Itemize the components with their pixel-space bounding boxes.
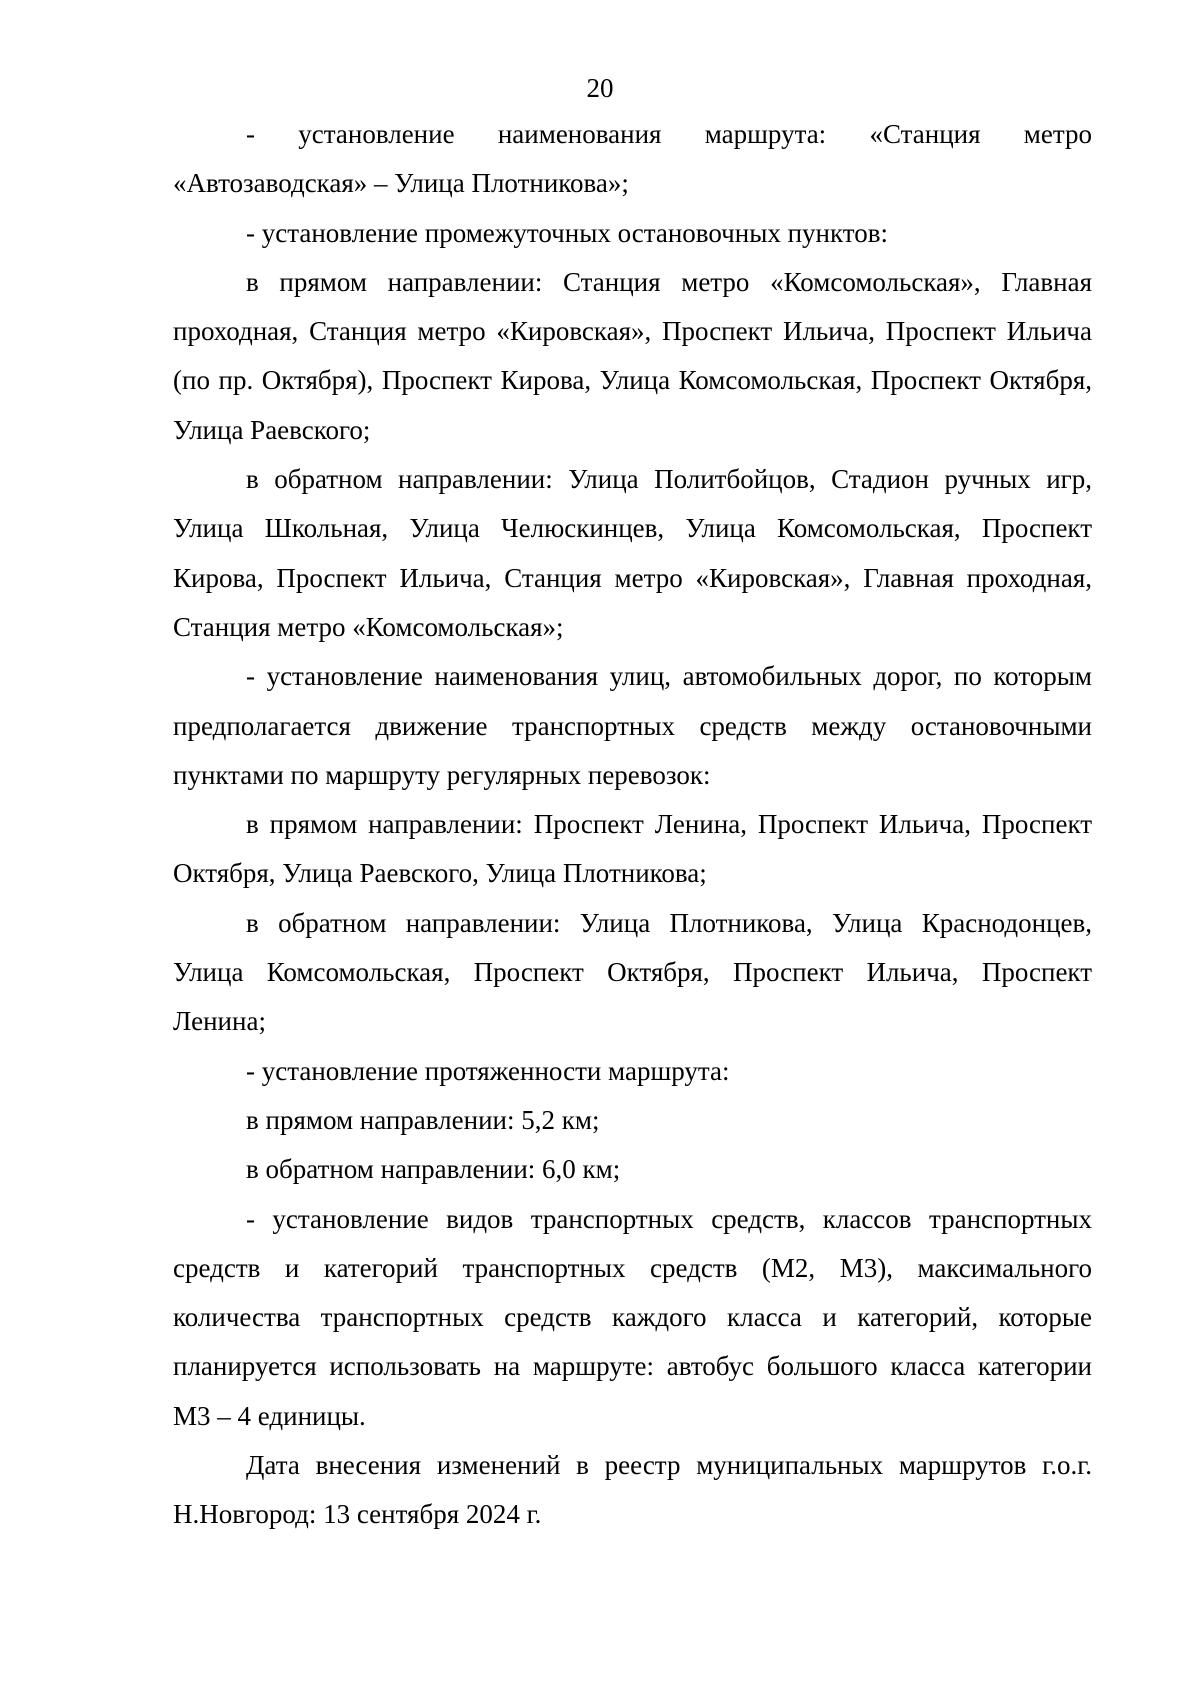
document-body bbox=[173, 110, 1092, 1540]
paragraph-intermediate-stops-heading: - установление промежуточных остановочных пунктов: bbox=[246, 217, 888, 248]
paragraph-registry-date: Дата внесения изменений в реестр муниципальных маршрутов г.о.г. Н.Новгород: 13 сентября 2024 г. bbox=[173, 1450, 1092, 1530]
paragraph-length-heading: - установление протяженности маршрута: bbox=[246, 1055, 730, 1086]
paragraph-streets-forward: в прямом направлении: Проспект Ленина, Проспект Ильича, Проспект Октября, Улица Раевского, Улица Плотникова; bbox=[173, 809, 1092, 889]
paragraph-stops-forward: в прямом направлении: Станция метро «Комсомольская», Главная проходная, Станция метро «Кировская», Проспект Ильича, Проспект Ильича (по пр. Октября), Проспект Кирова, Улица Комсомольская, Проспект Октября, Улица Раевского; bbox=[173, 266, 1092, 445]
paragraph-stops-backward: в обратном направлении: Улица Политбойцов, Стадион ручных игр, Улица Школьная, Улица Челюскинцев, Улица Комсомольская, Проспект Кирова, Проспект Ильича, Станция метро «Кировская», Главная проходная, Станция метро «Комсомольская»; bbox=[173, 464, 1092, 642]
paragraph-route-name: - установление наименования маршрута: «Станция метро «Автозаводская» – Улица Плотникова»; bbox=[173, 119, 1092, 199]
paragraph-streets-heading: - установление наименования улиц, автомобильных дорог, по которым предполагается движение транспортных средств между остановочными пунктами по маршруту регулярных перевозок: bbox=[173, 661, 1092, 790]
paragraph-length-backward: в обратном направлении: 6,0 км; bbox=[246, 1154, 621, 1185]
paragraph-streets-backward: в обратном направлении: Улица Плотникова, Улица Краснодонцев, Улица Комсомольская, Проспект Октября, Проспект Ильича, Проспект Ленина; bbox=[173, 907, 1092, 1037]
page-number: 20 bbox=[586, 73, 614, 103]
paragraph-vehicle-types: - установление видов транспортных средств, классов транспортных средств и категорий транспортных средств (М2, М3), максимального количества транспортных средств каждого класса и категорий, которые планируется использовать на маршруте: автобус большого класса категории М3 – 4 единицы. bbox=[173, 1203, 1092, 1431]
paragraph-length-forward: в прямом направлении: 5,2 км; bbox=[246, 1104, 600, 1135]
